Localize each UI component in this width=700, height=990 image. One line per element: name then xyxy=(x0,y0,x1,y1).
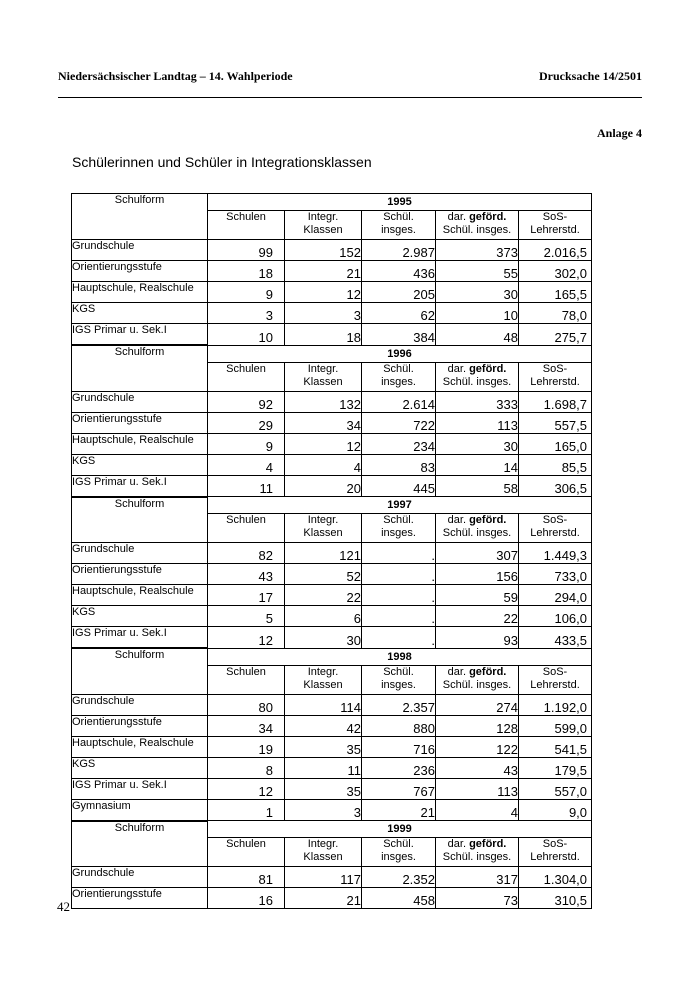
value-cell: 58 xyxy=(436,475,519,497)
school-type-cell: KGS xyxy=(72,606,208,627)
value-cell: 52 xyxy=(285,564,362,585)
value-cell: 1.192,0 xyxy=(519,694,592,715)
column-header-part: Klassen xyxy=(303,851,343,863)
column-header-part: dar. xyxy=(447,362,470,375)
column-header-part: SoS- xyxy=(542,665,568,678)
value-cell: 17 xyxy=(208,585,285,606)
year-header: 1997 xyxy=(208,497,592,514)
value-cell: 62 xyxy=(362,303,436,324)
table-row xyxy=(72,694,592,715)
value-cell: 9,0 xyxy=(519,799,592,821)
schulform-header: Schulform xyxy=(72,345,208,391)
value-cell: 716 xyxy=(362,736,436,757)
value-cell: 10 xyxy=(208,324,285,346)
value-cell: 4 xyxy=(436,799,519,821)
column-header xyxy=(285,211,362,240)
column-header xyxy=(436,838,519,867)
table-row xyxy=(72,778,592,799)
value-cell: 234 xyxy=(362,433,436,454)
column-header xyxy=(362,211,436,240)
value-cell: 1.698,7 xyxy=(519,391,592,412)
value-cell: 541,5 xyxy=(519,736,592,757)
value-cell: 83 xyxy=(362,454,436,475)
column-header xyxy=(436,362,519,391)
column-header-part: Lehrerstd. xyxy=(530,224,580,236)
column-header-part: Schulen xyxy=(226,665,266,678)
value-cell: 21 xyxy=(285,888,362,909)
value-cell: 11 xyxy=(285,757,362,778)
table-row xyxy=(72,454,592,475)
value-cell: 10 xyxy=(436,303,519,324)
value-cell: 106,0 xyxy=(519,606,592,627)
value-cell: 317 xyxy=(436,867,519,888)
value-cell: 307 xyxy=(436,543,519,564)
schulform-header: Schulform xyxy=(72,497,208,543)
value-cell: 35 xyxy=(285,736,362,757)
column-header-part: Schül. xyxy=(383,838,414,850)
column-header-part: Lehrerstd. xyxy=(530,527,580,539)
column-header-part: Lehrerstd. xyxy=(530,375,580,388)
column-header-part: Schül. insges. xyxy=(442,527,512,539)
column-header-part: SoS- xyxy=(542,514,568,526)
value-cell: 880 xyxy=(362,715,436,736)
column-header-part: geförd. xyxy=(469,838,507,850)
value-cell: 48 xyxy=(436,324,519,346)
column-header xyxy=(519,665,592,694)
table-row xyxy=(72,282,592,303)
value-cell: 2.614 xyxy=(362,391,436,412)
value-cell: 19 xyxy=(208,736,285,757)
document-title: Schülerinnen und Schüler in Integrationsklassen xyxy=(72,154,372,170)
value-cell: 1.304,0 xyxy=(519,867,592,888)
column-header-part: Schül. xyxy=(383,362,414,375)
school-type-cell: IGS Primar u. Sek.I xyxy=(72,627,208,649)
table-row xyxy=(72,757,592,778)
table-row xyxy=(72,627,592,649)
value-cell: 22 xyxy=(436,606,519,627)
value-cell: 302,0 xyxy=(519,261,592,282)
column-header-part: dar. xyxy=(447,665,470,678)
value-cell: 294,0 xyxy=(519,585,592,606)
value-cell: 42 xyxy=(285,715,362,736)
school-type-cell: Orientierungsstufe xyxy=(72,888,208,909)
table-row xyxy=(72,433,592,454)
value-cell: 599,0 xyxy=(519,715,592,736)
value-cell: 2.016,5 xyxy=(519,240,592,261)
table-row xyxy=(72,240,592,261)
column-header-part: dar. xyxy=(447,514,470,526)
value-cell: 165,0 xyxy=(519,433,592,454)
column-header-part: Schül. xyxy=(383,514,414,526)
column-header xyxy=(519,211,592,240)
year-header-row xyxy=(72,194,592,211)
school-type-cell: IGS Primar u. Sek.I xyxy=(72,475,208,497)
year-header: 1996 xyxy=(208,345,592,362)
school-type-cell: KGS xyxy=(72,303,208,324)
table-row xyxy=(72,391,592,412)
column-header-part: Schül. xyxy=(383,665,414,678)
value-cell: 333 xyxy=(436,391,519,412)
column-header-part: Schül. insges. xyxy=(442,851,512,863)
column-header xyxy=(519,362,592,391)
value-cell: 733,0 xyxy=(519,564,592,585)
value-cell: 85,5 xyxy=(519,454,592,475)
value-cell: 179,5 xyxy=(519,757,592,778)
school-type-cell: Gymnasium xyxy=(72,799,208,821)
column-header xyxy=(436,211,519,240)
column-header xyxy=(208,514,285,543)
column-header-part: Schül. insges. xyxy=(442,678,512,691)
value-cell: 1.449,3 xyxy=(519,543,592,564)
column-header-part: Klassen xyxy=(303,678,343,691)
column-header-part: Schulen xyxy=(226,838,266,850)
column-header-part: Lehrerstd. xyxy=(530,678,580,691)
value-cell: 557,5 xyxy=(519,412,592,433)
column-header-part: Integr. xyxy=(307,514,339,526)
annex-label: Anlage 4 xyxy=(597,126,642,140)
value-cell: 5 xyxy=(208,606,285,627)
value-cell: 306,5 xyxy=(519,475,592,497)
column-header-part: Schulen xyxy=(226,211,266,223)
value-cell: 21 xyxy=(362,799,436,821)
value-cell: 275,7 xyxy=(519,324,592,346)
value-cell: 30 xyxy=(285,627,362,649)
column-header-part: Lehrerstd. xyxy=(530,851,580,863)
value-cell: 30 xyxy=(436,433,519,454)
column-header-part: Klassen xyxy=(303,527,343,539)
table-row xyxy=(72,261,592,282)
value-cell: 274 xyxy=(436,694,519,715)
value-cell: 3 xyxy=(285,303,362,324)
column-header-part: insges. xyxy=(381,224,416,236)
header-rule xyxy=(58,97,642,98)
table-row xyxy=(72,888,592,909)
value-cell: . xyxy=(362,543,436,564)
value-cell: 93 xyxy=(436,627,519,649)
column-header-part: insges. xyxy=(381,851,416,863)
value-cell: 113 xyxy=(436,412,519,433)
year-header: 1999 xyxy=(208,821,592,838)
value-cell: 12 xyxy=(208,627,285,649)
header-title: Niedersächsischer Landtag – 14. Wahlperiode xyxy=(58,69,293,83)
column-header xyxy=(362,514,436,543)
page-number: 42 xyxy=(57,899,70,914)
school-type-cell: Orientierungsstufe xyxy=(72,564,208,585)
value-cell: . xyxy=(362,606,436,627)
column-header xyxy=(362,665,436,694)
value-cell: 236 xyxy=(362,757,436,778)
value-cell: 43 xyxy=(208,564,285,585)
value-cell: 128 xyxy=(436,715,519,736)
value-cell: 21 xyxy=(285,261,362,282)
school-type-cell: Orientierungsstufe xyxy=(72,715,208,736)
column-header-part: Integr. xyxy=(307,838,339,850)
value-cell: 2.987 xyxy=(362,240,436,261)
column-header-part: Integr. xyxy=(307,211,339,223)
school-type-cell: KGS xyxy=(72,454,208,475)
value-cell: 458 xyxy=(362,888,436,909)
value-cell: 152 xyxy=(285,240,362,261)
value-cell: . xyxy=(362,564,436,585)
value-cell: 117 xyxy=(285,867,362,888)
school-type-cell: Grundschule xyxy=(72,867,208,888)
value-cell: 12 xyxy=(285,282,362,303)
value-cell: 3 xyxy=(285,799,362,821)
table-row xyxy=(72,585,592,606)
header-document-number: Drucksache 14/2501 xyxy=(539,69,642,83)
value-cell: 55 xyxy=(436,261,519,282)
school-type-cell: Grundschule xyxy=(72,240,208,261)
column-header-part: SoS- xyxy=(542,838,568,850)
column-header xyxy=(285,838,362,867)
value-cell: 165,5 xyxy=(519,282,592,303)
value-cell: 4 xyxy=(285,454,362,475)
value-cell: 1 xyxy=(208,799,285,821)
value-cell: 767 xyxy=(362,778,436,799)
column-header xyxy=(436,514,519,543)
column-header xyxy=(362,838,436,867)
table-row xyxy=(72,475,592,497)
column-header-part: Klassen xyxy=(303,224,343,236)
column-header-part: Schulen xyxy=(226,514,266,526)
table-body xyxy=(72,194,592,909)
value-cell: 35 xyxy=(285,778,362,799)
value-cell: 6 xyxy=(285,606,362,627)
value-cell: 11 xyxy=(208,475,285,497)
table-wrapper xyxy=(71,193,592,909)
schulform-header: Schulform xyxy=(72,648,208,694)
value-cell: 310,5 xyxy=(519,888,592,909)
value-cell: 3 xyxy=(208,303,285,324)
table-row xyxy=(72,543,592,564)
column-header-part: SoS- xyxy=(542,211,568,223)
school-type-cell: IGS Primar u. Sek.I xyxy=(72,778,208,799)
table-row xyxy=(72,303,592,324)
value-cell: 114 xyxy=(285,694,362,715)
year-header-row xyxy=(72,821,592,838)
value-cell: 122 xyxy=(436,736,519,757)
table-row xyxy=(72,736,592,757)
column-header-part: geförd. xyxy=(469,514,507,526)
value-cell: 12 xyxy=(285,433,362,454)
school-type-cell: Hauptschule, Realschule xyxy=(72,736,208,757)
value-cell: 78,0 xyxy=(519,303,592,324)
column-header-part: insges. xyxy=(381,527,416,539)
value-cell: 2.357 xyxy=(362,694,436,715)
column-header xyxy=(362,362,436,391)
column-header xyxy=(519,514,592,543)
value-cell: 113 xyxy=(436,778,519,799)
value-cell: 43 xyxy=(436,757,519,778)
schulform-header: Schulform xyxy=(72,821,208,867)
column-header-part: Integr. xyxy=(307,362,339,375)
school-type-cell: IGS Primar u. Sek.I xyxy=(72,324,208,346)
column-header xyxy=(519,838,592,867)
column-header-part: Klassen xyxy=(303,375,343,388)
school-type-cell: Hauptschule, Realschule xyxy=(72,585,208,606)
column-header-part: geförd. xyxy=(469,362,507,375)
value-cell: 99 xyxy=(208,240,285,261)
value-cell: 2.352 xyxy=(362,867,436,888)
value-cell: 16 xyxy=(208,888,285,909)
schulform-header: Schulform xyxy=(72,194,208,240)
value-cell: 92 xyxy=(208,391,285,412)
year-header-row xyxy=(72,648,592,665)
table-row xyxy=(72,867,592,888)
table-row xyxy=(72,715,592,736)
column-header-part: insges. xyxy=(381,678,416,691)
column-header-part: Integr. xyxy=(307,665,339,678)
value-cell: 156 xyxy=(436,564,519,585)
school-type-cell: Hauptschule, Realschule xyxy=(72,282,208,303)
column-header xyxy=(436,665,519,694)
value-cell: 722 xyxy=(362,412,436,433)
column-header-part: Schül. insges. xyxy=(442,224,512,236)
value-cell: 433,5 xyxy=(519,627,592,649)
column-header xyxy=(208,838,285,867)
column-header-part: Schül. xyxy=(383,211,414,223)
value-cell: 82 xyxy=(208,543,285,564)
value-cell: 132 xyxy=(285,391,362,412)
column-header-part: insges. xyxy=(381,375,416,388)
column-header xyxy=(208,665,285,694)
table-row xyxy=(72,324,592,346)
school-type-cell: Grundschule xyxy=(72,391,208,412)
value-cell: 8 xyxy=(208,757,285,778)
value-cell: 20 xyxy=(285,475,362,497)
school-type-cell: Orientierungsstufe xyxy=(72,261,208,282)
value-cell: 12 xyxy=(208,778,285,799)
value-cell: 59 xyxy=(436,585,519,606)
school-type-cell: Grundschule xyxy=(72,543,208,564)
value-cell: 9 xyxy=(208,282,285,303)
column-header-part: Schulen xyxy=(226,362,266,375)
value-cell: 30 xyxy=(436,282,519,303)
column-header xyxy=(285,665,362,694)
column-header xyxy=(208,211,285,240)
school-type-cell: Grundschule xyxy=(72,694,208,715)
value-cell: 73 xyxy=(436,888,519,909)
value-cell: 14 xyxy=(436,454,519,475)
value-cell: 18 xyxy=(285,324,362,346)
column-header-part: dar. xyxy=(447,838,470,850)
column-header-part: dar. xyxy=(447,211,470,223)
value-cell: 445 xyxy=(362,475,436,497)
year-header: 1998 xyxy=(208,648,592,665)
column-header xyxy=(208,362,285,391)
value-cell: 22 xyxy=(285,585,362,606)
value-cell: 80 xyxy=(208,694,285,715)
table-row xyxy=(72,412,592,433)
year-header-row xyxy=(72,497,592,514)
table-row xyxy=(72,606,592,627)
value-cell: 121 xyxy=(285,543,362,564)
column-header-part: Schül. insges. xyxy=(442,375,512,388)
value-cell: 557,0 xyxy=(519,778,592,799)
column-header xyxy=(285,362,362,391)
value-cell: 9 xyxy=(208,433,285,454)
value-cell: 384 xyxy=(362,324,436,346)
value-cell: 373 xyxy=(436,240,519,261)
column-header-part: geförd. xyxy=(469,211,507,223)
value-cell: 34 xyxy=(285,412,362,433)
year-header: 1995 xyxy=(208,194,592,211)
value-cell: 205 xyxy=(362,282,436,303)
table-row xyxy=(72,564,592,585)
column-header-part: geförd. xyxy=(469,665,507,678)
value-cell: 34 xyxy=(208,715,285,736)
value-cell: 29 xyxy=(208,412,285,433)
value-cell: . xyxy=(362,585,436,606)
value-cell: 81 xyxy=(208,867,285,888)
value-cell: 4 xyxy=(208,454,285,475)
integration-classes-table xyxy=(71,193,592,909)
column-header xyxy=(285,514,362,543)
value-cell: 18 xyxy=(208,261,285,282)
column-header-part: SoS- xyxy=(542,362,568,375)
school-type-cell: Hauptschule, Realschule xyxy=(72,433,208,454)
value-cell: . xyxy=(362,627,436,649)
table-row xyxy=(72,799,592,821)
year-header-row xyxy=(72,345,592,362)
school-type-cell: Orientierungsstufe xyxy=(72,412,208,433)
value-cell: 436 xyxy=(362,261,436,282)
school-type-cell: KGS xyxy=(72,757,208,778)
